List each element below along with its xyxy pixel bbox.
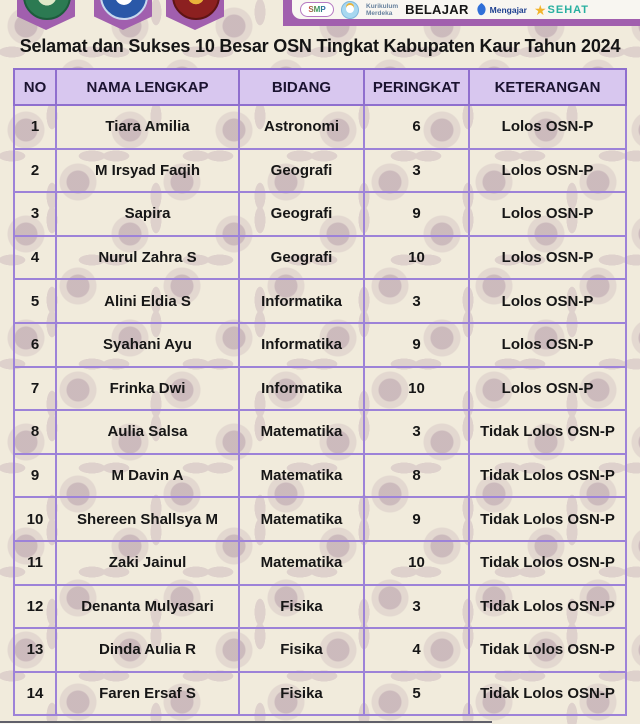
- pennant-regency: [17, 0, 75, 30]
- cell-no: 13: [15, 629, 57, 671]
- cell-nama: Frinka Dwi: [57, 368, 240, 410]
- cell-no: 9: [15, 455, 57, 497]
- cell-bidang: Informatika: [240, 368, 365, 410]
- cell-peringkat: 5: [365, 673, 470, 715]
- cell-peringkat: 9: [365, 193, 470, 235]
- cell-peringkat: 10: [365, 542, 470, 584]
- table-row: [13, 673, 627, 717]
- column-header-nama: NAMA LENGKAP: [57, 70, 240, 104]
- cell-bidang: Astronomi: [240, 106, 365, 148]
- table-row: [13, 498, 627, 542]
- cell-bidang: Fisika: [240, 586, 365, 628]
- cell-keterangan: Tidak Lolos OSN-P: [480, 423, 615, 441]
- cell-keterangan: Tidak Lolos OSN-P: [480, 597, 615, 615]
- pennant-organization: [166, 0, 224, 30]
- cell-peringkat: 3: [365, 411, 470, 453]
- cell-nama: M Davin A: [57, 455, 240, 497]
- sehat-label: SEHAT: [547, 3, 590, 16]
- cell-bidang: Matematika: [240, 542, 365, 584]
- cell-bidang: Geografi: [240, 237, 365, 279]
- kurikulum-merdeka-label: [366, 3, 398, 17]
- cell-keterangan: Tidak Lolos OSN-P: [480, 467, 615, 485]
- column-header-peringkat: PERINGKAT: [365, 70, 470, 104]
- table-row: [13, 237, 627, 281]
- smp-logo-icon: [300, 2, 334, 17]
- cell-keterangan: Lolos OSN-P: [501, 379, 594, 397]
- cell-peringkat: 9: [365, 324, 470, 366]
- cell-peringkat: 3: [365, 280, 470, 322]
- cell-bidang: Fisika: [240, 673, 365, 715]
- table-header-row: [13, 68, 627, 106]
- cell-bidang: Fisika: [240, 629, 365, 671]
- cell-keterangan: Lolos OSN-P: [501, 336, 594, 354]
- table-row: [13, 150, 627, 194]
- sehat-wordmark: [534, 3, 589, 17]
- mengajar-label: Mengajar: [489, 4, 527, 15]
- cell-nama: Faren Ersaf S: [57, 673, 240, 715]
- cell-no: 7: [15, 368, 57, 410]
- cell-peringkat: 10: [365, 368, 470, 410]
- kurikulum-line2: Merdeka: [366, 9, 393, 17]
- table-row: [13, 280, 627, 324]
- cell-no: 11: [15, 542, 57, 584]
- cell-nama: M Irsyad Faqih: [57, 150, 240, 192]
- cell-nama: Denanta Mulyasari: [57, 586, 240, 628]
- cell-peringkat: 3: [365, 586, 470, 628]
- pennant-school: [94, 0, 152, 30]
- school-shield-icon: [100, 0, 148, 20]
- results-table: [13, 68, 627, 716]
- cell-nama: Sapira: [57, 193, 240, 235]
- cell-nama: Syahani Ayu: [57, 324, 240, 366]
- table-row: [13, 368, 627, 412]
- cell-no: 2: [15, 150, 57, 192]
- column-header-bidang: BIDANG: [240, 70, 365, 104]
- cell-peringkat: 4: [365, 629, 470, 671]
- cell-no: 5: [15, 280, 57, 322]
- cell-peringkat: 9: [365, 498, 470, 540]
- cell-no: 14: [15, 673, 57, 715]
- kurikulum-line1: Kurikulum: [366, 2, 399, 10]
- cell-nama: Tiara Amilia: [57, 106, 240, 148]
- regency-emblem-icon: [23, 0, 71, 20]
- cell-bidang: Matematika: [240, 498, 365, 540]
- partner-banner-block: [283, 0, 640, 26]
- mengajar-icon: [476, 3, 487, 16]
- cell-no: 3: [15, 193, 57, 235]
- cell-keterangan: Lolos OSN-P: [501, 205, 594, 223]
- cell-no: 6: [15, 324, 57, 366]
- table-row: [13, 586, 627, 630]
- cell-bidang: Informatika: [240, 324, 365, 366]
- cell-peringkat: 6: [365, 106, 470, 148]
- cell-no: 4: [15, 237, 57, 279]
- table-row: [13, 629, 627, 673]
- cell-nama: Dinda Aulia R: [57, 629, 240, 671]
- cell-no: 10: [15, 498, 57, 540]
- cell-bidang: Informatika: [240, 280, 365, 322]
- partner-banner: [292, 0, 640, 19]
- cell-nama: Alini Eldia S: [57, 280, 240, 322]
- table-body: [13, 106, 627, 716]
- cell-keterangan: Tidak Lolos OSN-P: [480, 641, 615, 659]
- cell-no: 1: [15, 106, 57, 148]
- smp-logo-label: SMP: [308, 5, 326, 14]
- cell-nama: Shereen Shallsya M: [57, 498, 240, 540]
- cell-keterangan: Lolos OSN-P: [501, 249, 594, 267]
- cell-keterangan: Tidak Lolos OSN-P: [480, 554, 615, 572]
- cell-keterangan: Tidak Lolos OSN-P: [480, 510, 615, 528]
- cell-peringkat: 10: [365, 237, 470, 279]
- cell-peringkat: 8: [365, 455, 470, 497]
- cell-bidang: Geografi: [240, 193, 365, 235]
- table-row: [13, 455, 627, 499]
- table-row: [13, 324, 627, 368]
- cell-keterangan: Lolos OSN-P: [501, 161, 594, 179]
- cell-nama: Aulia Salsa: [57, 411, 240, 453]
- cell-nama: Nurul Zahra S: [57, 237, 240, 279]
- cell-bidang: Matematika: [240, 411, 365, 453]
- table-row: [13, 542, 627, 586]
- cell-peringkat: 3: [365, 150, 470, 192]
- table-row: [13, 193, 627, 237]
- cell-keterangan: Tidak Lolos OSN-P: [480, 685, 615, 703]
- cell-keterangan: Lolos OSN-P: [501, 292, 594, 310]
- cell-bidang: Geografi: [240, 150, 365, 192]
- organization-emblem-icon: [172, 0, 220, 20]
- tutwuri-logo-icon: [341, 1, 359, 19]
- table-row: [13, 106, 627, 150]
- belajar-wordmark: BELAJAR: [405, 2, 469, 17]
- page-title: Selamat dan Sukses 10 Besar OSN Tingkat Kabupaten Kaur Tahun 2024: [19, 36, 621, 56]
- cell-bidang: Matematika: [240, 455, 365, 497]
- cell-nama: Zaki Jainul: [57, 542, 240, 584]
- cell-keterangan: Lolos OSN-P: [501, 118, 594, 136]
- cell-no: 12: [15, 586, 57, 628]
- sehat-star-icon: ★: [533, 1, 547, 18]
- mengajar-wordmark: [476, 3, 527, 16]
- column-header-keterangan: KETERANGAN: [494, 78, 601, 96]
- table-row: [13, 411, 627, 455]
- column-header-no: NO: [15, 70, 57, 104]
- cell-no: 8: [15, 411, 57, 453]
